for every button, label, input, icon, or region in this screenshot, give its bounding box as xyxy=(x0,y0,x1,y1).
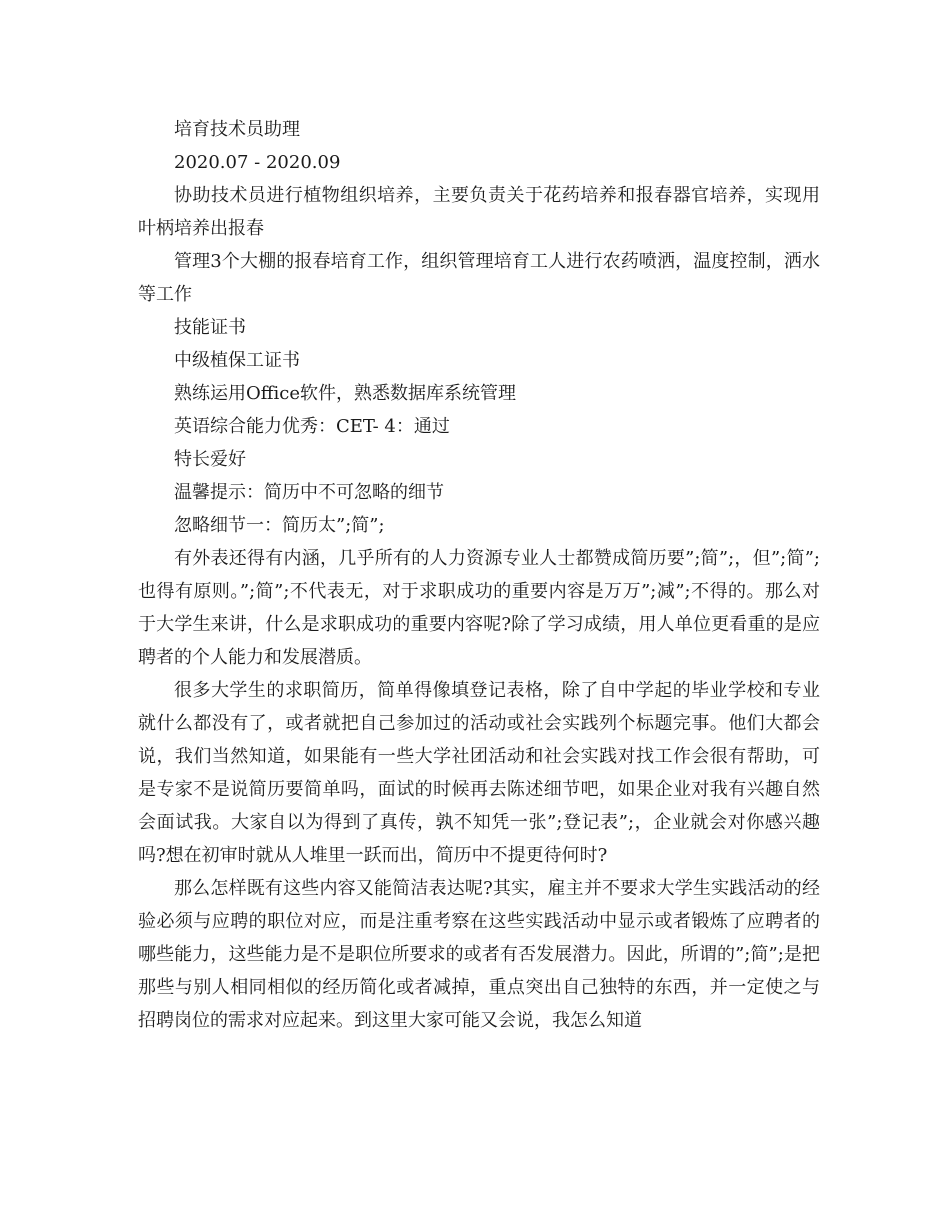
body-paragraph-1: 有外表还得有内涵，几乎所有的人力资源专业人士都赞成简历要”;简”;，但”;简”;也得有原则。”;简”;不代表无，对于求职成功的重要内容是万万”;减”;不得的。那么对于大学生来讲，什么是求职成功的重要内容呢?除了学习成绩，用人单位更看重的是应聘者的个人能力和发展潜质。 xyxy=(138,548,820,668)
section-heading-hobbies: 特长爱好 xyxy=(174,449,246,470)
document-body xyxy=(138,113,820,1037)
skill-item-office: 熟练运用Office软件，熟悉数据库系统管理 xyxy=(174,383,517,404)
tip-heading: 温馨提示：简历中不可忽略的细节 xyxy=(174,482,444,503)
body-paragraph-3: 那么怎样既有这些内容又能简洁表达呢?其实，雇主并不要求大学生实践活动的经验必须与应聘的职位对应，而是注重考察在这些实践活动中显示或者锻炼了应聘者的哪些能力，这些能力是不是职位所要求的或者有否发展潜力。因此，所谓的”;简”;是把那些与别人相同相似的经历简化或者减掉，重点突出自己独特的东西，并一定使之与招聘岗位的需求对应起来。到这里大家可能又会说，我怎么知道 xyxy=(138,878,820,1031)
tip-subheading: 忽略细节一：简历太”;简”; xyxy=(174,515,385,536)
body-paragraph-2: 很多大学生的求职简历，简单得像填登记表格，除了自中学起的毕业学校和专业就什么都没有了，或者就把自己参加过的活动或社会实践列个标题完事。他们大都会说，我们当然知道，如果能有一些大学社团活动和社会实践对找工作会很有帮助，可是专家不是说简历要简单吗，面试的时候再去陈述细节吧，如果企业对我有兴趣自然会面试我。大家自以为得到了真传，孰不知凭一张”;登记表”;，企业就会对你感兴趣吗?想在初审时就从人堆里一跃而出，简历中不提更待何时? xyxy=(138,680,820,866)
certificate-item: 中级植保工证书 xyxy=(174,350,300,371)
job-duty-1: 协助技术员进行植物组织培养，主要负责关于花药培养和报春器官培养，实现用叶柄培养出报春 xyxy=(138,185,820,239)
job-duty-2: 管理3个大棚的报春培育工作，组织管理培育工人进行农药喷洒，温度控制，洒水等工作 xyxy=(138,251,820,305)
section-heading-skills: 技能证书 xyxy=(174,317,246,338)
skill-item-english: 英语综合能力优秀：CET- 4：通过 xyxy=(174,416,450,437)
job-period: 2020.07 - 2020.09 xyxy=(174,152,341,173)
job-title: 培育技术员助理 xyxy=(174,119,300,140)
